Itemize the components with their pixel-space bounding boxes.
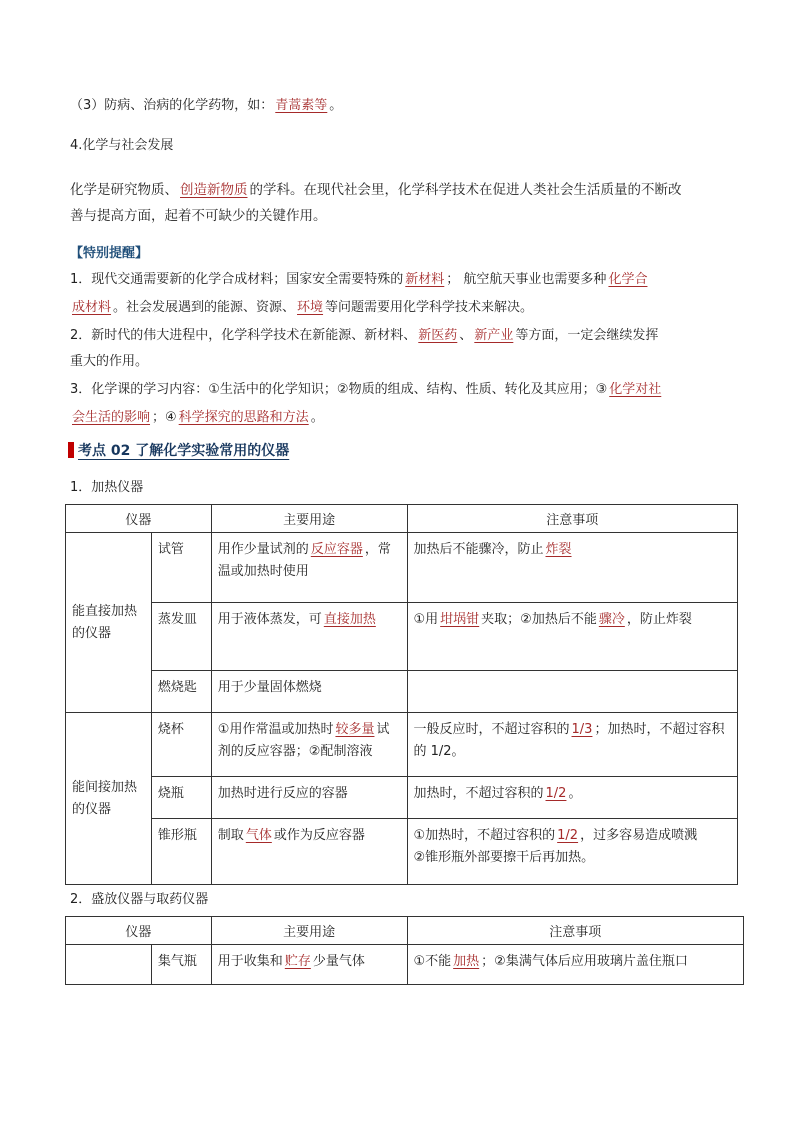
instrument-note: ①用 坩埚钳 夹取；②加热后不能 骤冷 ，防止炸裂 (407, 603, 738, 671)
instrument-note: ①加热时，不超过容积的 1/2 ，过多容易造成喷溅 ②锥形瓶外部要擦干后再加热。 (407, 819, 738, 885)
answer-create-substance: 创造新物质 (180, 182, 248, 198)
tip-3-line2: 会生活的影响 ；④ 科学探究的思路和方法 。 (72, 410, 324, 425)
chemistry-definition-line2: 善与提高方面，起着不可缺少的关键作用。 (70, 208, 327, 224)
item-3-text: （3）防病、治病的化学药物，如： 青蒿素等 。 (70, 98, 343, 113)
storage-instruments-table (65, 916, 744, 985)
table-row (66, 603, 738, 671)
group-direct-heating: 能直接加热的仪器 (66, 533, 152, 713)
tips-title: 【特别提醒】 (70, 246, 149, 261)
table-row (66, 777, 738, 819)
tip-2-line2: 重大的作用。 (70, 354, 149, 369)
header-notes: 注意事项 (407, 505, 738, 533)
table-header-row (66, 505, 738, 533)
instrument-note: 一般反应时，不超过容积的 1/3 ；加热时，不超过容积的 1/2。 (407, 713, 738, 777)
table-row (66, 713, 738, 777)
answer-qinghaosu: 青蒿素等 (275, 98, 328, 113)
tip-1-line1: 1．现代交通需要新的化学合成材料；国家安全需要特殊的 新材料 ； 航空航天事业也需要多种 化学合 (70, 272, 648, 287)
tip-3-line1: 3．化学课的学习内容：①生活中的化学知识；②物质的组成、结构、性质、转化及其应用；③ 化学对社 (70, 382, 662, 397)
instrument-note (407, 671, 738, 713)
subheading-storage: 2．盛放仪器与取药仪器 (70, 892, 209, 907)
instrument-name: 蒸发皿 (151, 603, 211, 671)
section-marker (68, 442, 74, 458)
instrument-note: 加热后不能骤冷，防止 炸裂 (407, 533, 738, 603)
header-notes: 注意事项 (407, 917, 744, 945)
table-row (66, 533, 738, 603)
instrument-name: 锥形瓶 (151, 819, 211, 885)
group-cell (66, 945, 152, 985)
header-instrument: 仪器 (66, 917, 212, 945)
instrument-use: 制取 气体 或作为反应容器 (211, 819, 407, 885)
tip-1-line2: 成材料 。社会发展遇到的能源、资源、 环境 等问题需要用化学科学技术来解决。 (72, 300, 534, 315)
instrument-name: 烧杯 (151, 713, 211, 777)
instrument-use: 用作少量试剂的 反应容器 ，常温或加热时使用 (211, 533, 407, 603)
instrument-name: 试管 (151, 533, 211, 603)
table-row (66, 819, 738, 885)
header-instrument: 仪器 (66, 505, 212, 533)
instrument-name: 烧瓶 (151, 777, 211, 819)
instrument-name: 集气瓶 (151, 945, 211, 985)
instrument-use: 用于收集和 贮存 少量气体 (211, 945, 407, 985)
instrument-use: ①用作常温或加热时 较多量 试剂的反应容器；②配制溶液 (211, 713, 407, 777)
heading-4: 4.化学与社会发展 (70, 138, 174, 153)
section-title: 考点 02 了解化学实验常用的仪器 (78, 443, 290, 459)
tip-2-line1: 2．新时代的伟大进程中，化学科学技术在新能源、新材料、 新医药 、 新产业 等方面，一定会继续发挥 (70, 328, 659, 343)
instrument-note: 加热时，不超过容积的 1/2 。 (407, 777, 738, 819)
instrument-name: 燃烧匙 (151, 671, 211, 713)
instrument-use: 用于液体蒸发，可 直接加热 (211, 603, 407, 671)
chemistry-definition-line1: 化学是研究物质、 创造新物质 的学科。在现代社会里，化学科学技术在促进人类社会生活质量的不断改 (70, 182, 682, 198)
table-header-row (66, 917, 744, 945)
table-row (66, 945, 744, 985)
group-indirect-heating: 能间接加热的仪器 (66, 713, 152, 885)
subheading-heating: 1．加热仪器 (70, 480, 144, 495)
heating-instruments-table (65, 504, 738, 885)
instrument-note: ①不能 加热 ；②集满气体后应用玻璃片盖住瓶口 (407, 945, 744, 985)
instrument-use: 加热时进行反应的容器 (211, 777, 407, 819)
instrument-use: 用于少量固体燃烧 (211, 671, 407, 713)
header-use: 主要用途 (211, 505, 407, 533)
table-row (66, 671, 738, 713)
header-use: 主要用途 (211, 917, 407, 945)
